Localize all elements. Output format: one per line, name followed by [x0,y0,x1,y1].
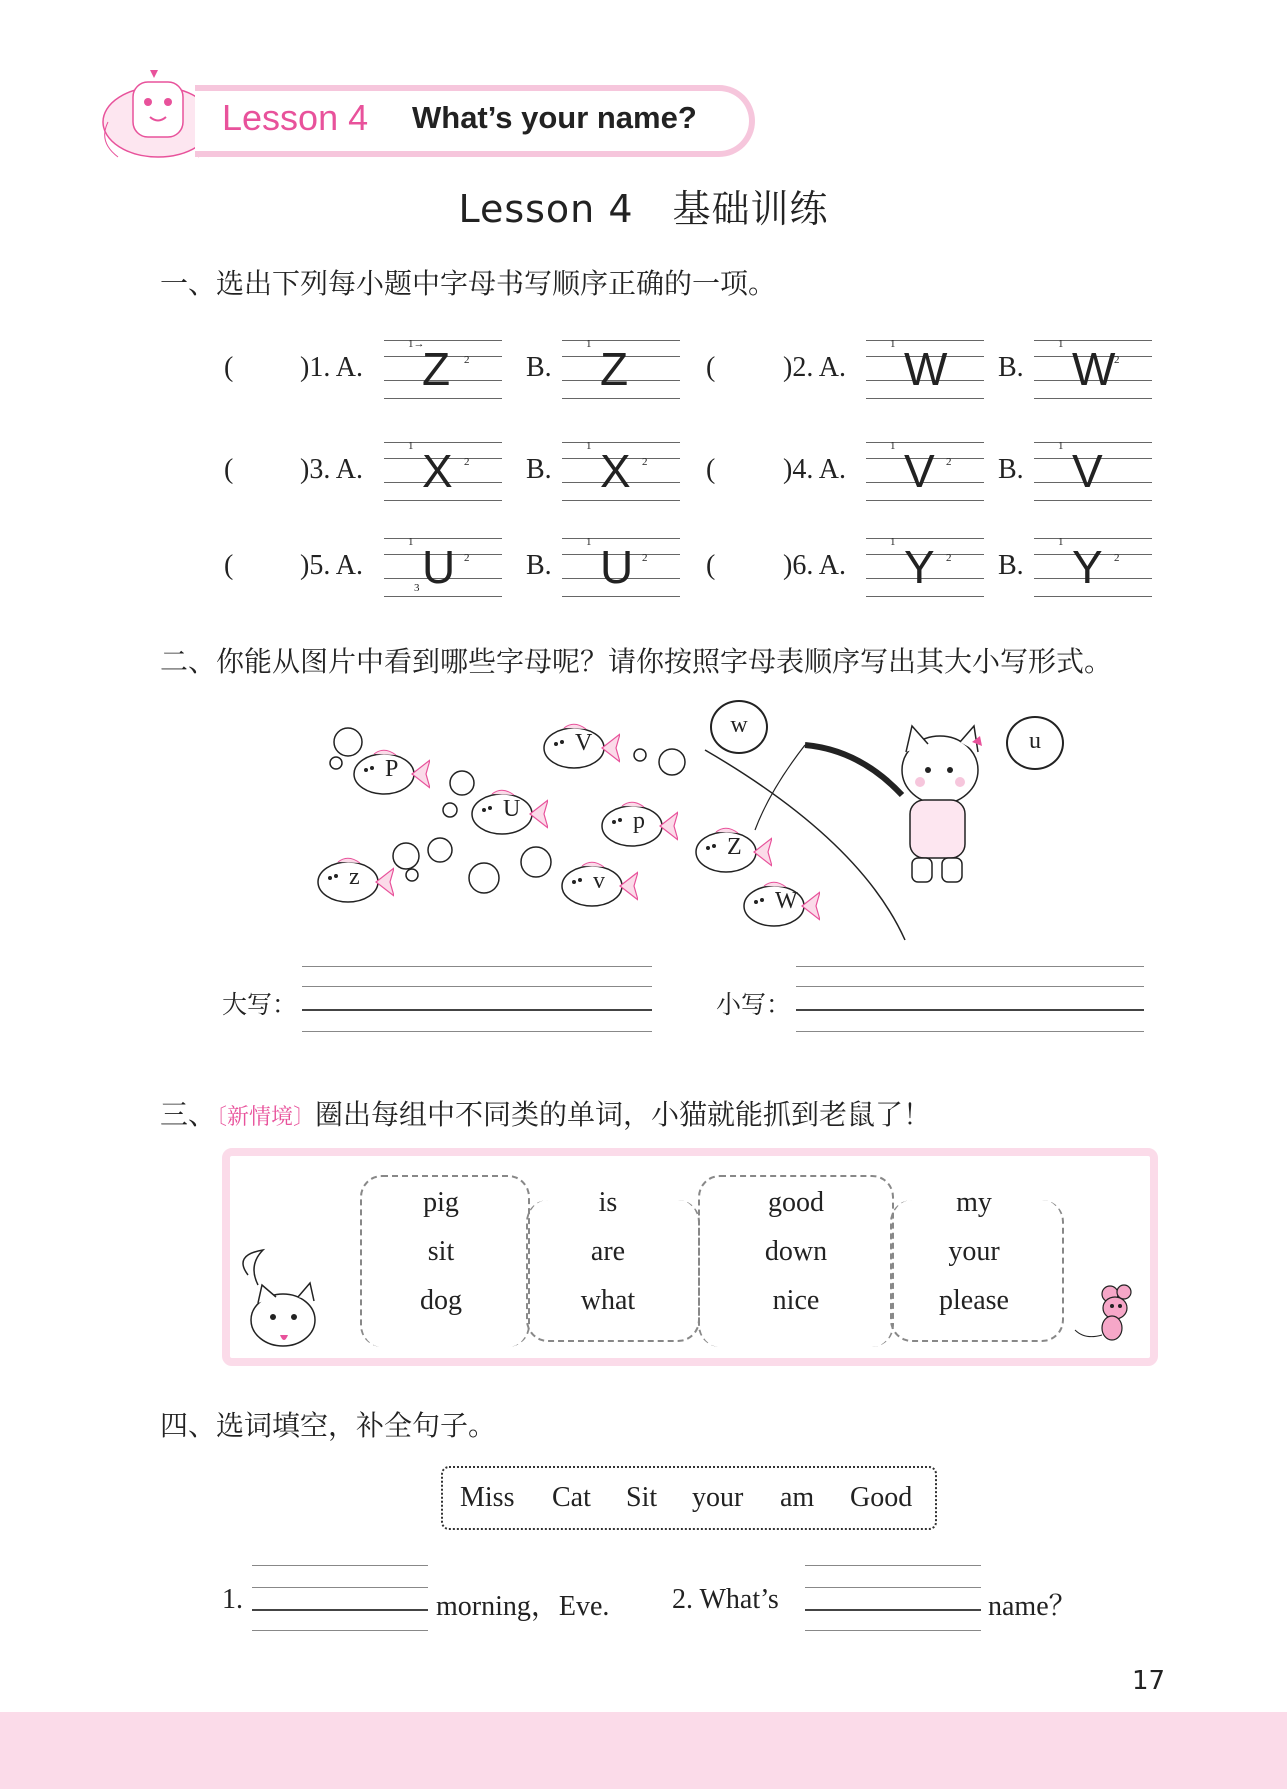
fishing-scene-svg [300,690,1080,950]
stroke-order-number: 1 [1058,338,1064,350]
answer-paren[interactable]: ( [224,454,234,485]
fish [352,748,430,798]
stroke-order-number: 1 [890,536,896,548]
fish-letter: U [503,796,521,822]
answer-paren[interactable]: ( [706,454,716,485]
letter-writing-lines-b [562,538,680,596]
stroke-order-number: 1 [408,536,414,548]
q2-blank[interactable] [805,1565,981,1631]
letter-writing-lines-a [866,442,984,500]
stroke-letter: U [600,541,634,593]
fish [560,860,638,910]
header-title: What’s your name? [412,100,697,135]
stroke-letter: X [422,445,453,497]
answer-paren[interactable]: ( [706,550,716,581]
q1-number: 1. [222,1584,243,1615]
q2-text: name？ [988,1591,1077,1622]
item-number: )4. A. [783,454,846,485]
stroke-letter: X [600,445,631,497]
header-lesson: Lesson 4 [222,97,369,138]
guide-line [562,398,680,399]
footer-band [0,1712,1287,1789]
guide-line [866,596,984,597]
circle-word[interactable]: down [764,1236,828,1267]
choice-word: Good [850,1482,913,1513]
upper-label: 大写： [222,990,298,1019]
fish-letter: Z [727,834,742,860]
cat-icon [228,1245,338,1355]
guide-line [384,340,502,341]
item-number: )2. A. [783,352,846,383]
stroke-order-number: 1→ [408,338,425,350]
letter-writing-lines-b [1034,340,1152,398]
fishing-picture [300,690,1080,950]
new-context-tag: 〔新情境〕 [216,1105,316,1130]
fish [542,722,620,772]
guide-line [1034,596,1152,597]
item-number: )3. A. [300,454,363,485]
guide-line [384,398,502,399]
stroke-order-number: 3 [414,582,420,594]
letter-writing-lines-a [384,538,502,596]
stroke-order-number: 1 [586,536,592,548]
item-number: )1. A. [300,352,363,383]
q2-prefix: 2. What’s [672,1584,779,1615]
q1-text: morning，Eve. [436,1591,610,1622]
section4-title: 四、选词填空，补全句子。 [160,1409,497,1442]
letter-bubble [1006,716,1064,770]
stroke-letter: Z [600,343,629,395]
guide-line [562,442,680,443]
stroke-order-number: 1 [890,338,896,350]
choice-word: Cat [552,1482,591,1513]
circle-word[interactable]: is [598,1187,618,1218]
stroke-order-number: 2 [1114,354,1120,366]
guide-line [384,500,502,501]
answer-paren[interactable]: ( [224,352,234,383]
choice-word: Miss [460,1482,515,1513]
guide-line [1034,340,1152,341]
upper-write-lines[interactable] [302,966,652,1032]
fish [600,800,678,850]
letter-writing-lines-b [1034,442,1152,500]
fish-letter: p [633,808,645,834]
guide-line [866,442,984,443]
stroke-letter: Y [1072,541,1103,593]
stroke-order-number: 2 [464,354,470,366]
fish-letter: V [575,730,593,756]
guide-line [866,398,984,399]
circle-word[interactable]: are [590,1236,626,1267]
stroke-order-number: 1 [1058,440,1064,452]
letter-writing-lines-a [384,442,502,500]
fish-letter: z [349,864,360,890]
circle-word[interactable]: pig [423,1187,459,1218]
letter-writing-lines-b [562,442,680,500]
fish [470,788,548,838]
guide-line [562,500,680,501]
guide-line [866,538,984,539]
word-group-box-4 [890,1200,1064,1342]
option-b-label: B. [526,550,552,581]
stroke-order-number: 2 [946,456,952,468]
guide-line [1034,500,1152,501]
letter-bubble [710,700,768,754]
section3-prefix: 三、 [160,1098,217,1131]
stroke-letter: Y [904,541,935,593]
stroke-letter: V [1072,445,1103,497]
letter-writing-lines-b [1034,538,1152,596]
section2-title: 二、你能从图片中看到哪些字母呢？请你按照字母表顺序写出其大小写形式。 [160,645,1113,678]
choice-word: your [692,1482,744,1513]
answer-paren[interactable]: ( [706,352,716,383]
circle-word[interactable]: your [948,1236,1000,1267]
guide-line [562,538,680,539]
guide-line [384,596,502,597]
letter-writing-lines-b [562,340,680,398]
guide-line [384,442,502,443]
fish-letter: P [385,756,399,782]
stroke-letter: U [422,541,456,593]
fish [742,880,820,930]
circle-word[interactable]: what [580,1285,636,1316]
fish-letter: v [593,868,605,894]
guide-line [1034,398,1152,399]
stroke-order-number: 2 [946,552,952,564]
circle-word[interactable]: dog [420,1285,462,1316]
circle-word[interactable]: good [768,1187,824,1218]
mouse-icon [1070,1280,1150,1350]
stroke-order-number: 1 [1058,536,1064,548]
section1-title: 一、选出下列每小题中字母书写顺序正确的一项。 [160,267,777,300]
fish [316,856,394,906]
page-number: 17 [1132,1666,1166,1696]
option-b-label: B. [998,352,1024,383]
lower-label: 小写： [716,990,792,1019]
stroke-letter: V [904,445,935,497]
choice-word: am [780,1482,815,1513]
letter-writing-lines-a [866,340,984,398]
bubble-letter: u [1029,728,1041,754]
circle-word[interactable]: sit [427,1236,455,1267]
bubble-letter: w [730,712,748,738]
letter-writing-lines-a [866,538,984,596]
page-title: Lesson 4 基础训练 [458,187,829,231]
option-b-label: B. [526,352,552,383]
option-b-label: B. [998,454,1024,485]
choice-word: Sit [626,1482,658,1513]
lower-write-lines[interactable] [796,966,1144,1032]
fish [694,826,772,876]
guide-line [866,340,984,341]
word-group-box-2 [526,1200,700,1342]
stroke-letter: Z [422,343,451,395]
stroke-order-number: 2 [642,552,648,564]
item-number: )5. A. [300,550,363,581]
section3-title: 圈出每组中不同类的单词，小猫就能抓到老鼠了！ [315,1098,932,1131]
option-b-label: B. [526,454,552,485]
stroke-order-number: 1 [890,440,896,452]
stroke-order-number: 1 [586,440,592,452]
guide-line [384,538,502,539]
guide-line [1034,538,1152,539]
stroke-letter: W [1072,343,1116,395]
q1-blank[interactable] [252,1565,428,1631]
guide-line [866,500,984,501]
stroke-order-number: 2 [464,456,470,468]
answer-paren[interactable]: ( [224,550,234,581]
circle-word[interactable]: nice [772,1285,820,1316]
stroke-order-number: 1 [586,338,592,350]
fish-letter: W [775,888,798,914]
circle-word[interactable]: my [956,1187,992,1218]
letter-writing-lines-a [384,340,502,398]
stroke-order-number: 1 [408,440,414,452]
guide-line [1034,442,1152,443]
guide-line [562,340,680,341]
section3-title-line [160,1093,931,1133]
stroke-letter: W [904,343,948,395]
stroke-order-number: 2 [1114,552,1120,564]
stroke-order-number: 2 [642,456,648,468]
circle-word[interactable]: please [939,1285,1009,1316]
guide-line [562,596,680,597]
item-number: )6. A. [783,550,846,581]
option-b-label: B. [998,550,1024,581]
stroke-order-number: 2 [464,552,470,564]
